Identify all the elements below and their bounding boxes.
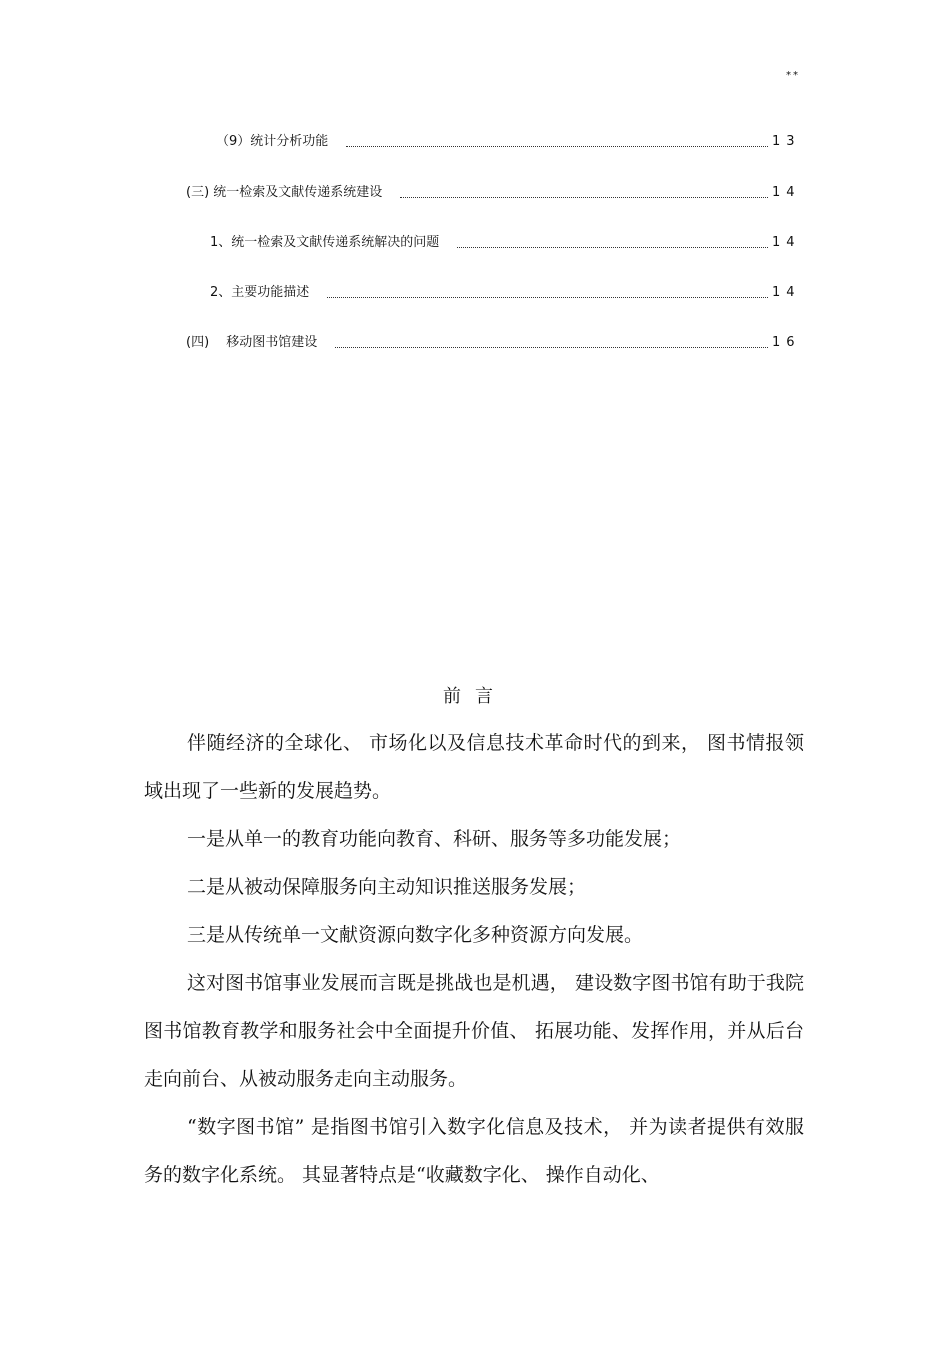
preface-paragraph: 这对图书馆事业发展而言既是挑战也是机遇， 建设数字图书馆有助于我院图书馆教育教学和服务社会中全面提升价值、 拓展功能、发挥作用，并从后台走向前台、从被动服务走向主动服务。	[144, 972, 804, 1090]
toc-leader-dots	[346, 145, 768, 147]
toc-entry-label: (四) 移动图书馆建设	[186, 335, 318, 350]
preface-paragraph: “数字图书馆” 是指图书馆引入数字化信息及技术， 并为读者提供有效服务的数字化系统。 其显著特点是“收藏数字化、 操作自动化、	[144, 1116, 804, 1186]
preface-title: 前言	[443, 686, 507, 707]
toc-page-number: 16	[772, 335, 801, 350]
preface-paragraph: 伴随经济的全球化、 市场化以及信息技术革命时代的到来， 图书情报领域出现了一些新的发展趋势。	[144, 732, 804, 802]
toc-leader-dots	[457, 246, 768, 248]
toc-leader-dots	[400, 196, 768, 198]
toc-page-number: 13	[772, 134, 801, 149]
header-mark: **	[786, 70, 800, 81]
toc-entry-statistics[interactable]	[216, 132, 800, 152]
toc-entry-main-functions[interactable]	[210, 283, 800, 303]
toc-entry-label: 1、统一检索及文献传递系统解决的问题	[210, 235, 440, 250]
preface-paragraph: 二是从被动保障服务向主动知识推送服务发展；	[187, 876, 587, 898]
toc-entry-label: 2、主要功能描述	[210, 285, 310, 300]
toc-entry-mobile-library[interactable]	[186, 333, 800, 353]
toc-page-number: 14	[772, 235, 801, 250]
toc-leader-dots	[327, 296, 768, 298]
toc-leader-dots	[335, 346, 768, 348]
preface-body	[144, 719, 804, 1199]
preface-paragraph: 三是从传统单一文献资源向数字化多种资源方向发展。	[187, 924, 644, 946]
preface-paragraph: 一是从单一的教育功能向教育、科研、服务等多功能发展；	[187, 828, 682, 850]
toc-page-number: 14	[772, 185, 801, 200]
toc-entry-label: （9）统计分析功能	[216, 134, 329, 149]
toc-entry-unified-search[interactable]	[186, 183, 800, 203]
toc-entry-problems-solved[interactable]	[210, 233, 800, 253]
toc-page-number: 14	[772, 285, 801, 300]
toc-entry-label: (三) 统一检索及文献传递系统建设	[186, 185, 383, 200]
